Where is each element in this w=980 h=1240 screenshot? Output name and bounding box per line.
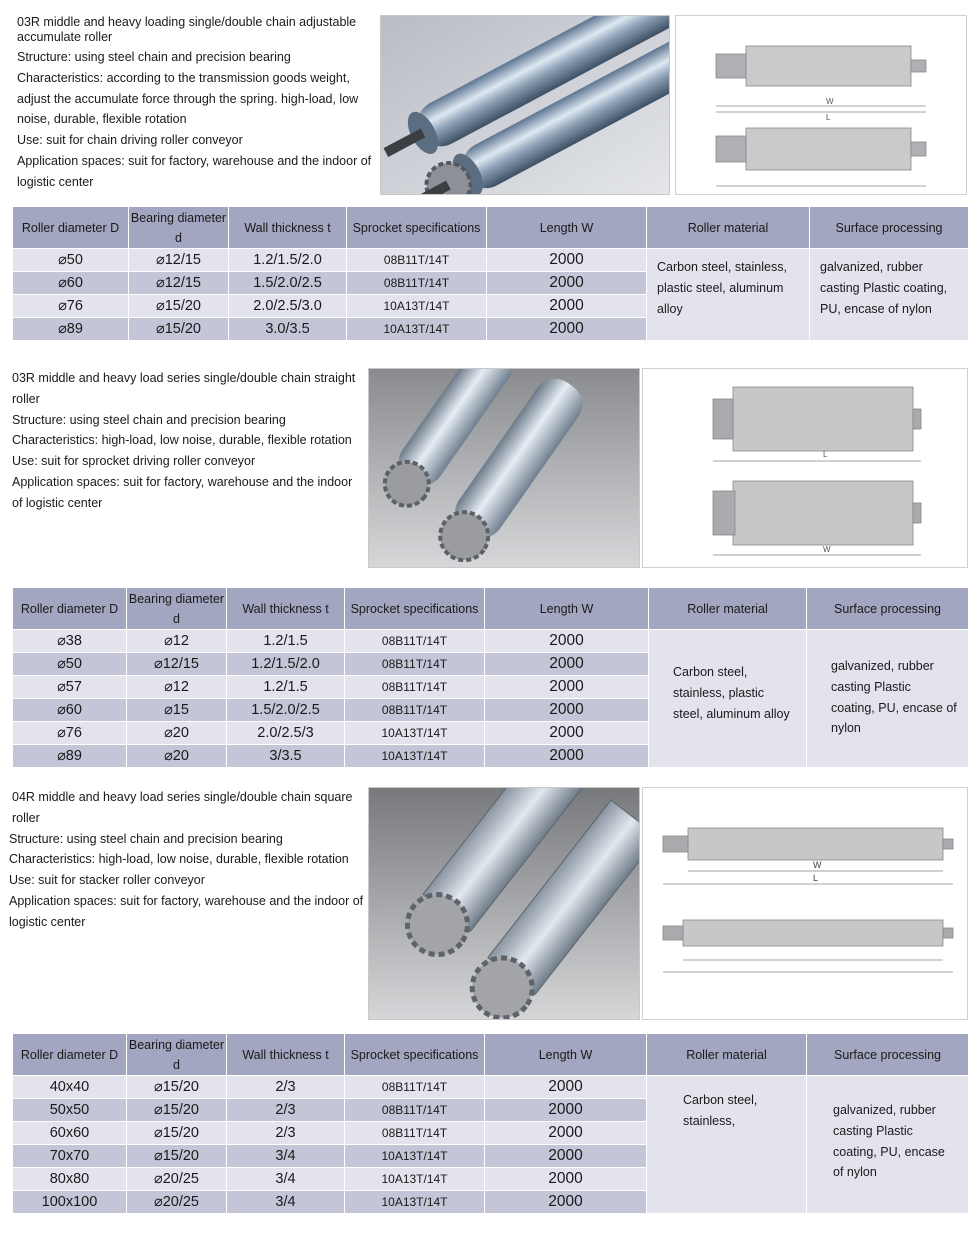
cell-bearing: ⌀20/25 xyxy=(127,1191,227,1214)
cell-length: 2000 xyxy=(485,1122,647,1145)
header-length: Length W xyxy=(487,207,647,249)
cell-sprocket: 10A13T/14T xyxy=(345,745,485,768)
table-row xyxy=(13,1076,969,1099)
section2-drawing-w-label: W xyxy=(823,545,831,554)
section3-drawing-w-label: W xyxy=(813,860,822,870)
section2-use: Use: suit for sprocket driving roller conveyor xyxy=(12,454,256,469)
section2-drawing-l-label: L xyxy=(823,450,828,459)
cell-length: 2000 xyxy=(485,1191,647,1214)
header-sprocket: Sprocket specifications xyxy=(345,1034,485,1076)
cell-length: 2000 xyxy=(487,295,647,318)
cell-diameter: 100x100 xyxy=(13,1191,127,1214)
cell-wall: 1.5/2.0/2.5 xyxy=(229,272,347,295)
cell-diameter: ⌀89 xyxy=(13,318,129,341)
cell-sprocket: 10A13T/14T xyxy=(345,1145,485,1168)
header-bearing-diameter: Bearing diameter d xyxy=(127,588,227,630)
table-row xyxy=(13,249,969,272)
section2-structure: Structure: using steel chain and precision bearing xyxy=(12,412,286,427)
header-sprocket: Sprocket specifications xyxy=(347,207,487,249)
cell-bearing: ⌀15/20 xyxy=(127,1145,227,1168)
section3-drawing-l-label: L xyxy=(813,873,819,883)
cell-bearing: ⌀12 xyxy=(127,676,227,699)
section2-application: Application spaces: suit for factory, warehouse and the indoor of logistic center xyxy=(12,474,353,510)
cell-sprocket: 08B11T/14T xyxy=(345,699,485,722)
section1-technical-drawing xyxy=(675,15,967,195)
header-length: Length W xyxy=(485,1034,647,1076)
cell-sprocket: 08B11T/14T xyxy=(347,249,487,272)
section2-characteristics: Characteristics: high-load, low noise, durable, flexible rotation xyxy=(12,433,352,448)
cell-diameter: ⌀60 xyxy=(13,272,129,295)
header-wall-thickness: Wall thickness t xyxy=(227,1034,345,1076)
cell-sprocket: 10A13T/14T xyxy=(345,1191,485,1214)
cell-sprocket: 08B11T/14T xyxy=(345,653,485,676)
cell-diameter: 70x70 xyxy=(13,1145,127,1168)
cell-surface: galvanized, rubber casting Plastic coating, PU, encase of nylon xyxy=(807,630,969,768)
cell-wall: 2/3 xyxy=(227,1076,345,1099)
cell-sprocket: 10A13T/14T xyxy=(345,1168,485,1191)
cell-bearing: ⌀20 xyxy=(127,722,227,745)
section1-drawing-l-label: L xyxy=(826,113,831,122)
header-surface: Surface processing xyxy=(810,207,969,249)
cell-length: 2000 xyxy=(487,272,647,295)
cell-sprocket: 08B11T/14T xyxy=(345,1076,485,1099)
section1-structure: Structure: using steel chain and precision bearing xyxy=(17,50,291,64)
cell-material: Carbon steel, stainless, xyxy=(647,1076,807,1214)
section2-description xyxy=(12,368,364,514)
cell-diameter: 60x60 xyxy=(13,1122,127,1145)
cell-length: 2000 xyxy=(485,1168,647,1191)
cell-wall: 2.0/2.5/3.0 xyxy=(229,295,347,318)
section3-spec-table xyxy=(12,1033,969,1214)
cell-bearing: ⌀15/20 xyxy=(127,1099,227,1122)
header-roller-diameter: Roller diameter D xyxy=(13,1034,127,1076)
cell-wall: 2/3 xyxy=(227,1099,345,1122)
cell-bearing: ⌀20 xyxy=(127,745,227,768)
header-material: Roller material xyxy=(649,588,807,630)
section3-application: Application spaces: suit for factory, warehouse and the indoor of logistic center xyxy=(9,893,364,929)
header-sprocket: Sprocket specifications xyxy=(345,588,485,630)
cell-wall: 2/3 xyxy=(227,1122,345,1145)
section2-title: 03R middle and heavy load series single/double chain straight roller xyxy=(12,371,356,406)
cell-sprocket: 10A13T/14T xyxy=(345,722,485,745)
cell-length: 2000 xyxy=(487,318,647,341)
header-bearing-diameter: Bearing diameter d xyxy=(129,207,229,249)
cell-diameter: 50x50 xyxy=(13,1099,127,1122)
section1-description xyxy=(17,15,377,193)
header-length: Length W xyxy=(485,588,649,630)
cell-wall: 3.0/3.5 xyxy=(229,318,347,341)
cell-surface: galvanized, rubber casting Plastic coating, PU, encase of nylon xyxy=(810,249,969,341)
cell-length: 2000 xyxy=(485,1099,647,1122)
cell-sprocket: 08B11T/14T xyxy=(345,676,485,699)
cell-length: 2000 xyxy=(485,699,649,722)
section1-title: 03R middle and heavy loading single/double chain adjustable accumulate roller xyxy=(17,15,357,44)
cell-length: 2000 xyxy=(485,676,649,699)
cell-diameter: ⌀50 xyxy=(13,249,129,272)
section2-technical-drawing xyxy=(642,368,968,568)
section3-description xyxy=(9,787,367,933)
cell-sprocket: 08B11T/14T xyxy=(345,1099,485,1122)
cell-bearing: ⌀15/20 xyxy=(127,1076,227,1099)
cell-bearing: ⌀20/25 xyxy=(127,1168,227,1191)
cell-length: 2000 xyxy=(485,722,649,745)
cell-length: 2000 xyxy=(485,653,649,676)
cell-wall: 1.5/2.0/2.5 xyxy=(227,699,345,722)
header-material: Roller material xyxy=(647,1034,807,1076)
cell-bearing: ⌀12/15 xyxy=(129,249,229,272)
header-wall-thickness: Wall thickness t xyxy=(229,207,347,249)
cell-wall: 1.2/1.5/2.0 xyxy=(227,653,345,676)
section2-spec-table xyxy=(12,587,969,768)
cell-diameter: 80x80 xyxy=(13,1168,127,1191)
section2-roller-photo xyxy=(368,368,640,568)
header-bearing-diameter: Bearing diameter d xyxy=(127,1034,227,1076)
cell-diameter: ⌀89 xyxy=(13,745,127,768)
section3-characteristics: Characteristics: high-load, low noise, durable, flexible rotation xyxy=(9,852,349,867)
cell-wall: 3/4 xyxy=(227,1145,345,1168)
cell-diameter: ⌀57 xyxy=(13,676,127,699)
cell-bearing: ⌀12 xyxy=(127,630,227,653)
cell-sprocket: 08B11T/14T xyxy=(347,272,487,295)
section3-title: 04R middle and heavy load series single/double chain square roller xyxy=(12,790,353,825)
cell-length: 2000 xyxy=(485,1145,647,1168)
cell-diameter: ⌀60 xyxy=(13,699,127,722)
section3-use: Use: suit for stacker roller conveyor xyxy=(9,873,205,888)
cell-wall: 1.2/1.5 xyxy=(227,676,345,699)
cell-sprocket: 10A13T/14T xyxy=(347,318,487,341)
cell-bearing: ⌀12/15 xyxy=(129,272,229,295)
cell-length: 2000 xyxy=(487,249,647,272)
section3-structure: Structure: using steel chain and precision bearing xyxy=(9,831,283,846)
header-roller-diameter: Roller diameter D xyxy=(13,588,127,630)
cell-wall: 3/4 xyxy=(227,1191,345,1214)
section1-characteristics: Characteristics: according to the transmission goods weight, adjust the accumulate force through the spring. high-load, low noise, durable, flexible rotation xyxy=(17,70,359,127)
section1-use: Use: suit for chain driving roller conveyor xyxy=(17,133,243,148)
header-surface: Surface processing xyxy=(807,1034,969,1076)
cell-bearing: ⌀12/15 xyxy=(127,653,227,676)
section1-application: Application spaces: suit for factory, warehouse and the indoor of logistic center xyxy=(17,153,372,189)
section1-drawing-w-label: W xyxy=(826,97,834,106)
section1-roller-photo xyxy=(380,15,670,195)
header-surface: Surface processing xyxy=(807,588,969,630)
cell-material: Carbon steel, stainless, plastic steel, aluminum alloy xyxy=(647,249,810,341)
header-roller-diameter: Roller diameter D xyxy=(13,207,129,249)
cell-diameter: ⌀50 xyxy=(13,653,127,676)
cell-sprocket: 08B11T/14T xyxy=(345,630,485,653)
cell-wall: 2.0/2.5/3 xyxy=(227,722,345,745)
cell-bearing: ⌀15/20 xyxy=(127,1122,227,1145)
cell-wall: 3/3.5 xyxy=(227,745,345,768)
section1-spec-table xyxy=(12,206,969,341)
cell-sprocket: 08B11T/14T xyxy=(345,1122,485,1145)
section3-roller-photo xyxy=(368,787,640,1020)
cell-length: 2000 xyxy=(485,630,649,653)
cell-diameter: ⌀38 xyxy=(13,630,127,653)
cell-diameter: 40x40 xyxy=(13,1076,127,1099)
cell-length: 2000 xyxy=(485,745,649,768)
section3-technical-drawing xyxy=(642,787,968,1020)
cell-wall: 1.2/1.5/2.0 xyxy=(229,249,347,272)
cell-diameter: ⌀76 xyxy=(13,295,129,318)
cell-sprocket: 10A13T/14T xyxy=(347,295,487,318)
cell-bearing: ⌀15/20 xyxy=(129,295,229,318)
cell-material: Carbon steel, stainless, plastic steel, aluminum alloy xyxy=(649,630,807,768)
header-wall-thickness: Wall thickness t xyxy=(227,588,345,630)
cell-wall: 3/4 xyxy=(227,1168,345,1191)
cell-bearing: ⌀15 xyxy=(127,699,227,722)
header-material: Roller material xyxy=(647,207,810,249)
cell-surface: galvanized, rubber casting Plastic coating, PU, encase of nylon xyxy=(807,1076,969,1214)
table-row xyxy=(13,630,969,653)
cell-wall: 1.2/1.5 xyxy=(227,630,345,653)
cell-diameter: ⌀76 xyxy=(13,722,127,745)
cell-bearing: ⌀15/20 xyxy=(129,318,229,341)
cell-length: 2000 xyxy=(485,1076,647,1099)
